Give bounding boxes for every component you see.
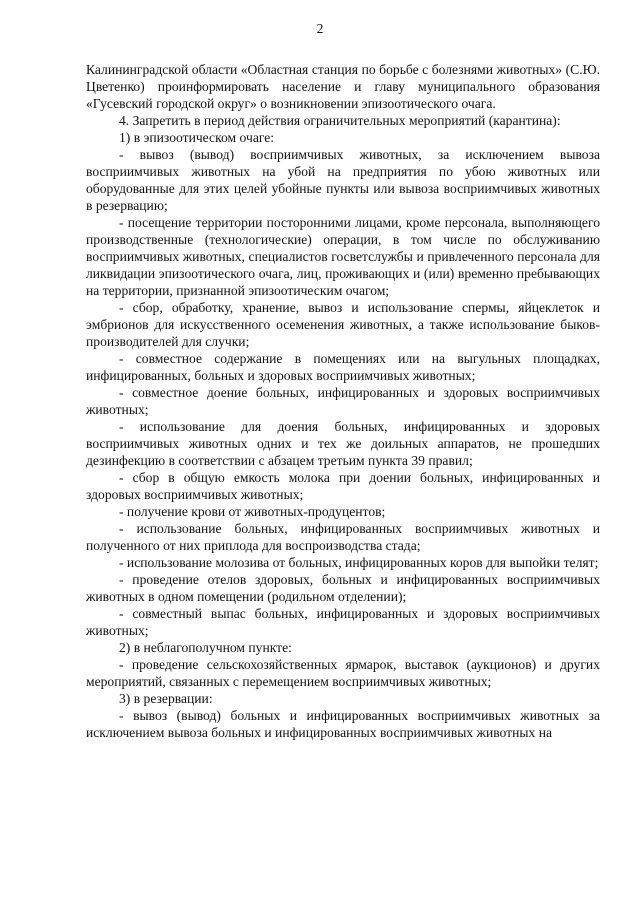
paragraph-bullet: - использование для доения больных, инфицированных и здоровых восприимчивых животных одних и тех же доильных аппаратов, не прошедших дезинфекцию в соответствии с абзацем третьим пункта 39 правил; [86,419,600,468]
paragraph-subitem-1: 1) в эпизоотическом очаге: [119,130,275,145]
paragraph-bullet: - посещение территории посторонними лицами, кроме персонала, выполняющего производственные (технологические) операции, в том числе по обслуживанию восприимчивых животных, специалистов госветслужбы и привлеченного персонала для ликвидации эпизоотического очага, лиц, проживающих и (или) временно пребывающих на территории, признанной эпизоотическим очагом; [86,215,600,298]
paragraph-bullet: - проведение отелов здоровых, больных и инфицированных восприимчивых животных в одном помещении (родильном отделении); [86,572,600,604]
paragraph-bullet: - получение крови от животных-продуцентов; [119,504,386,519]
paragraph-bullet: - проведение сельскохозяйственных ярмарок, выставок (аукционов) и других мероприятий, связанных с перемещением восприимчивых животных; [86,657,600,689]
document-body [86,61,600,741]
paragraph-bullet: - совместное содержание в помещениях или на выгульных площадках, инфицированных, больных и здоровых восприимчивых животных; [86,351,600,383]
paragraph-subitem-3: 3) в резервации: [119,691,213,706]
paragraph-bullet: - сбор, обработку, хранение, вывоз и использование спермы, яйцеклеток и эмбрионов для искусственного осеменения животных, а также использование быков-производителей для случки; [86,300,600,349]
paragraph-item-4: 4. Запретить в период действия ограничительных мероприятий (карантина): [119,113,561,128]
paragraph-bullet: - использование молозива от больных, инфицированных коров для выпойки телят; [119,555,599,570]
paragraph-bullet: - вывоз (вывод) восприимчивых животных, за исключением вывоза восприимчивых животных на убой на предприятия по убою животных или оборудованные для этих целей убойные пункты или вывоза восприимчивых животных в резервацию; [86,147,600,213]
paragraph-bullet: - сбор в общую емкость молока при доении больных, инфицированных и здоровых восприимчивых животных; [86,470,600,502]
paragraph-bullet: - вывоз (вывод) больных и инфицированных восприимчивых животных за исключением вывоза больных и инфицированных восприимчивых животных на [86,708,600,740]
paragraph-subitem-2: 2) в неблагополучном пункте: [119,640,292,655]
paragraph-bullet: - совместное доение больных, инфицированных и здоровых восприимчивых животных; [86,385,600,417]
page-number: 2 [316,21,324,36]
paragraph-bullet: - совместный выпас больных, инфицированных и здоровых восприимчивых животных; [86,606,600,638]
paragraph-bullet: - использование больных, инфицированных восприимчивых животных и полученного от них приплода для воспроизводства стада; [86,521,600,553]
paragraph-continuation: Калининградской области «Областная станция по борьбе с болезнями животных» (С.Ю. Цветенко) проинформировать население и главу муниципального образования «Гусевский городской округ» о возникновении эпизоотического очага. [86,62,600,111]
